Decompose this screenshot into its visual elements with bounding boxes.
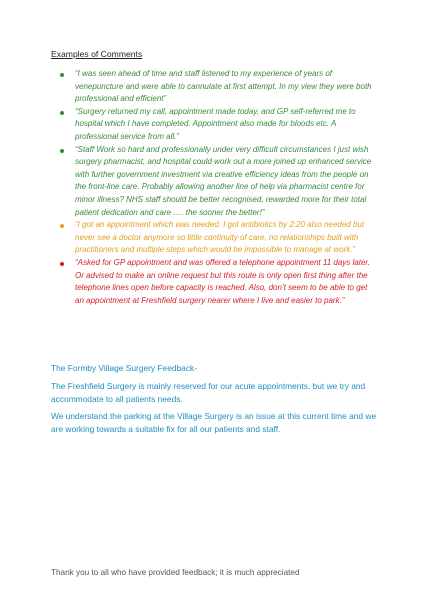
bullet-icon: [60, 73, 64, 77]
feedback-paragraph: We understand the parking at the Village Surgery is an issue at this current time and we are working towards a suitable fix for all our patients and staff.: [51, 411, 377, 434]
comment-text: “Surgery returned my call, appointment made today, and GP self-referred me to hospital which I have completed. Appointment also made for bloods etc. A professional service from all.”: [75, 106, 356, 141]
comment-text: “I was seen ahead of time and staff listened to my experience of years of venepuncture and were able to cannulate at first attempt. In my view they were both professional and efficient”: [75, 69, 372, 104]
comments-list: [51, 68, 377, 307]
bullet-icon: [60, 224, 64, 228]
comment-item: [51, 144, 377, 220]
comment-item: [51, 106, 377, 144]
bullet-icon: [60, 149, 64, 153]
feedback-title: The Formby Village Surgery Feedback-: [51, 363, 198, 373]
comments-heading: Examples of Comments: [51, 49, 143, 59]
comment-item: [51, 257, 377, 307]
comment-text: “I got an appointment which was needed. I got antibiotics by 2:20 also needed but never see a doctor anymore so little continuity of care, no relationships built with practitioners and multiple steps which would be impossible to manage at work.”: [75, 220, 365, 255]
bullet-icon: [60, 262, 64, 266]
comment-item: [51, 68, 377, 106]
bullet-icon: [60, 111, 64, 115]
thank-you-footer: Thank you to all who have provided feedback; it is much appreciated: [51, 568, 300, 577]
comment-item: [51, 219, 377, 257]
comment-text: “Asked for GP appointment and was offered a telephone appointment 11 days later. Or advised to make an online request but this route is only open first thing after the telephone lines open before capacity is reached. Also, don’t seem to be able to get an appointment at Freshfield surgery nearer where I live and easier to park.”: [75, 257, 370, 305]
feedback-paragraph: The Freshfield Surgery is mainly reserved for our acute appointments, but we try and accommodate to all patients needs.: [51, 381, 366, 404]
comment-text: “Staff Work so hard and professionally under very difficult circumstances I just wish surgery pharmacist, and hospital could work out a more joined up enhanced service with further government investment via creative efficiency ideas from the people on the front-line care. Probably allowing another line of help via pharmacist centre for minor illness? NHS staff should be better recognised, rewarded more for their total patient dedication and care …. the sooner the better!”: [75, 144, 372, 217]
